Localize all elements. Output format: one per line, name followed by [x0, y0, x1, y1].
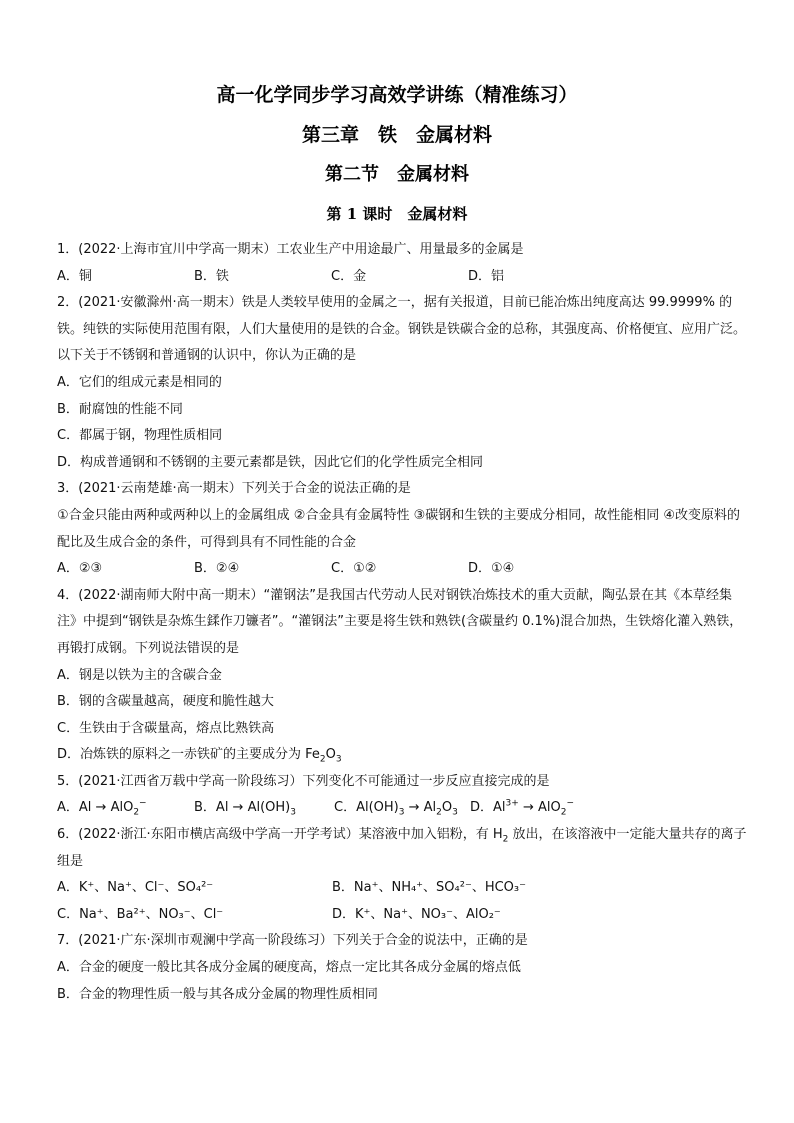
question-6-stem	[57, 822, 747, 875]
q1-option-d: D．铝	[468, 268, 505, 284]
question-4-stem: 4．(2022·湖南师大附中高一期末）“灌钢法”是我国古代劳动人民对钢铁冶炼技术的重大贡献，陶弘景在其《本草经集注》中提到“钢铁是杂炼生鍒作刀镰者”。“灌钢法”主要是将生铁和熟铁(含碳量约 0.1%)混合加热，生铁熔化灌入熟铁，再锻打成钢。下列说法错误的是	[57, 587, 743, 656]
q2-option-d: D．构成普通钢和不锈钢的主要元素都是铁，因此它们的化学性质完全相同	[57, 454, 484, 470]
q6-option-a: A．K⁺、Na⁺、Cl⁻、SO₄²⁻	[57, 880, 214, 896]
section-heading: 第二节 金属材料	[325, 164, 469, 185]
chapter-heading: 第三章 铁 金属材料	[301, 124, 492, 146]
q5-option-c-label: C．	[334, 800, 357, 816]
q2-option-b: B．耐腐蚀的性能不同	[57, 401, 183, 417]
question-6-options-row-2	[57, 902, 747, 929]
q4-option-c: C．生铁由于含碳量高，熔点比熟铁高	[57, 720, 275, 736]
q4-option-d	[57, 742, 747, 769]
q5-option-a-formula: Al → AlO	[78, 800, 134, 816]
q6-stem-post: 放出，在该溶液中一定能大量共存的离子组是	[57, 827, 747, 869]
q5-option-c-s3: 3	[452, 808, 458, 819]
q6-option-c: C．Na⁺、Ba²⁺、NO₃⁻、Cl⁻	[57, 906, 224, 922]
question-7-stem: 7．(2021·广东·深圳市观澜中学高一阶段练习）下列关于合金的说法中，正确的是	[57, 933, 528, 949]
question-1-stem: 1．(2022·上海市宜川中学高一期末）工农业生产中用途最广、用量最多的金属是	[57, 242, 524, 257]
q5-option-d-t2: → AlO	[518, 800, 561, 816]
question-5-stem: 5．(2021·江西省万载中学高一阶段练习）下列变化不可能通过一步反应直接完成的是	[57, 773, 550, 789]
q5-option-c-t2: → Al	[404, 800, 437, 816]
q5-option-c-t1: Al(OH)	[356, 800, 399, 816]
question-1-options	[57, 264, 747, 291]
q5-option-a-label: A．	[57, 800, 79, 816]
q5-option-b-sub: 3	[290, 808, 296, 819]
q6-stem-sub: 2	[502, 834, 509, 845]
question-2-stem: 2．(2021·安徽滁州·高一期末）铁是人类较早使用的金属之一，据有关报道，目前已能冶炼出纯度高达 99.9999% 的铁。纯铁的实际使用范围有限，人们大量使用的是铁的合金。钢铁是铁碳合金的总称，其强度高、价格便宜、应用广泛。以下关于不锈钢和普通钢的认识中，你认为正确的是	[57, 295, 747, 364]
lesson-heading: 第 1 课时 金属材料	[326, 205, 468, 223]
q5-option-c	[334, 795, 470, 822]
q5-option-c-t3: O	[441, 800, 453, 816]
question-3-stem: 3．(2021·云南楚雄·高一期末）下列关于合金的说法正确的是	[57, 481, 411, 497]
q2-option-a: A．它们的组成元素是相同的	[57, 374, 222, 390]
q5-option-a-sup: −	[139, 799, 147, 810]
q1-option-b: B．铁	[194, 268, 229, 284]
question-5-options	[57, 795, 747, 822]
q3-option-c: C．①②	[331, 561, 377, 577]
q5-option-d-sup2: −	[566, 799, 574, 810]
q5-option-b-formula: Al → Al(OH)	[215, 800, 291, 816]
q3-option-d: D．①④	[468, 561, 515, 577]
q5-option-b	[194, 795, 334, 822]
q5-option-d	[470, 795, 574, 822]
q5-option-d-sup: 3+	[505, 799, 519, 810]
q1-option-a: A．铜	[57, 268, 92, 284]
q7-option-b: B．合金的物理性质一般与其各成分金属的物理性质相同	[57, 986, 378, 1002]
question-3-statements: ①合金只能由两种或两种以上的金属组成 ②合金具有金属特性 ③碳钢和生铁的主要成分相同，故性能相同 ④改变原料的配比及生成合金的条件，可得到具有不同性能的合金	[57, 507, 741, 550]
q4-option-d-o: O	[325, 747, 336, 763]
q5-option-a	[57, 795, 194, 822]
q5-option-d-t1: Al	[493, 800, 506, 816]
q5-option-b-label: B．	[194, 800, 216, 816]
q5-option-c-s2: 2	[436, 808, 442, 819]
q4-option-d-sub-1: 2	[319, 754, 326, 765]
question-list	[57, 237, 747, 1008]
question-6-options-row-1	[57, 875, 747, 902]
q1-option-c: C．金	[331, 268, 367, 284]
q5-option-d-label: D．	[470, 800, 494, 816]
question-3-options	[57, 556, 747, 583]
q2-option-c: C．都属于钢，物理性质相同	[57, 428, 223, 444]
q4-option-d-sub-2: 3	[335, 754, 342, 765]
q5-option-d-sub: 2	[560, 808, 567, 819]
q7-option-a: A．合金的硬度一般比其各成分金属的硬度高，熔点一定比其各成分金属的熔点低	[57, 960, 521, 976]
q4-option-b: B．钢的含碳量越高，硬度和脆性越大	[57, 694, 274, 710]
q3-option-b: B．②④	[194, 561, 240, 577]
q4-option-d-text: D．冶炼铁的原料之一赤铁矿的主要成分为 Fe	[57, 747, 320, 763]
q4-option-a: A．钢是以铁为主的含碳合金	[57, 667, 222, 683]
q6-option-d: D．K⁺、Na⁺、NO₃⁻、AlO₂⁻	[332, 906, 501, 922]
q5-option-c-s1: 3	[398, 808, 405, 819]
q3-option-a: A．②③	[57, 561, 103, 577]
q6-stem-pre: 6．(2022·浙江·东阳市横店高级中学高一开学考试）某溶液中加入铝粉，有 H	[57, 827, 503, 843]
q5-option-a-sub: 2	[133, 808, 140, 819]
q6-option-b: B．Na⁺、NH₄⁺、SO₄²⁻、HCO₃⁻	[332, 880, 526, 896]
document-title: 高一化学同步学习高效学讲练（精准练习）	[216, 84, 578, 106]
